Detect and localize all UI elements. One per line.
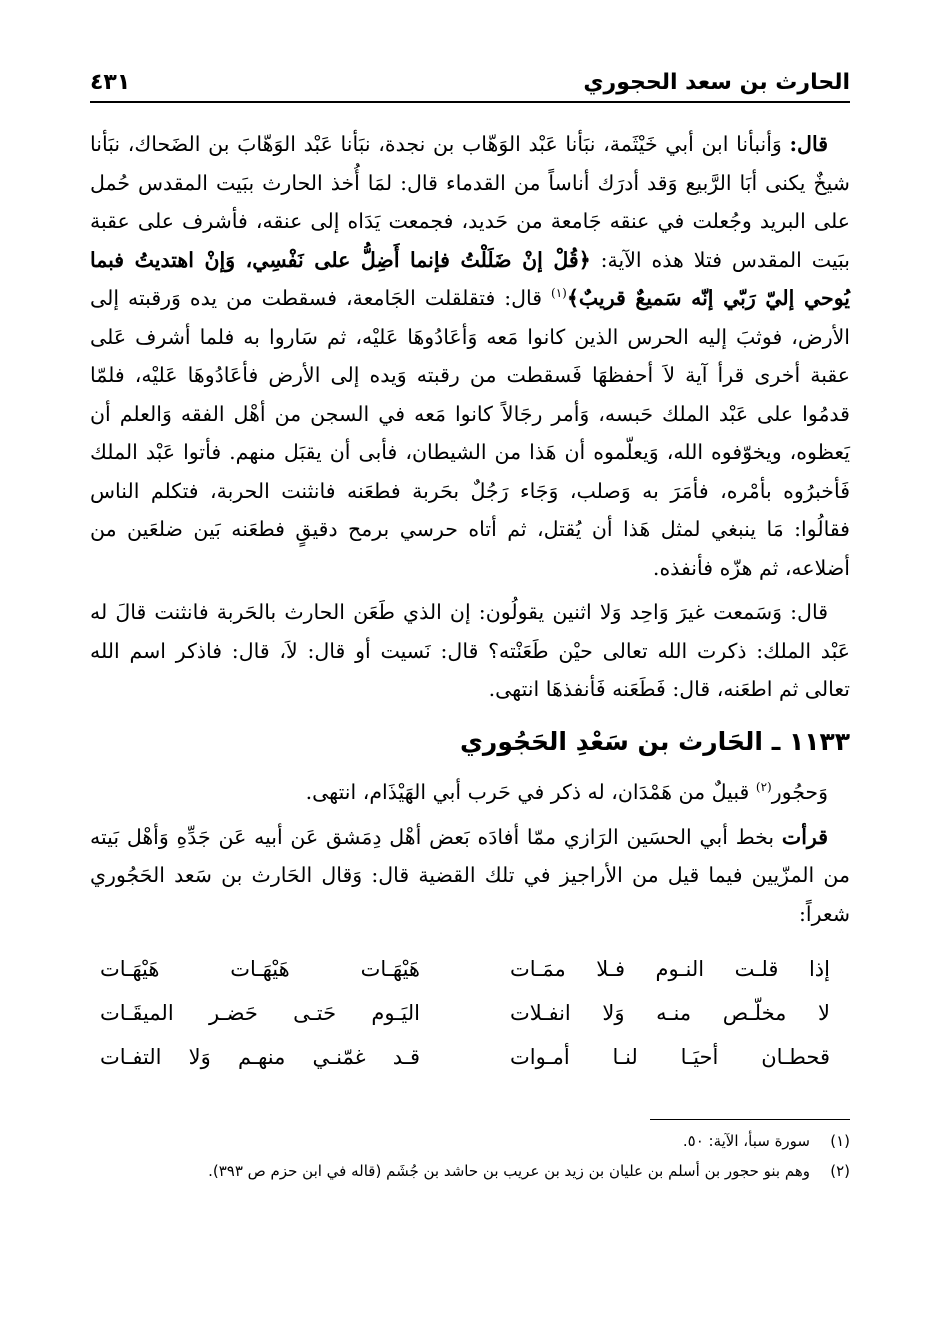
verse-first-hemistich: إذا قلـت النـوم فـلا ممَـات [510, 957, 830, 981]
verse-second-hemistich: قـد غمّنـي منهـم وَلا التفـات [100, 1045, 420, 1069]
running-title: الحارث بن سعد الحجوري [583, 70, 850, 95]
footnote-text: وهم بنو حجور بن أسلم بن عليان بن زيد بن عريب بن حاشد بن جُشَم (قاله في ابن حزم ص ٣٩٣). [208, 1162, 810, 1180]
verse-first-hemistich: قحطـان أحيَـا لنـا أمـوات [510, 1045, 830, 1069]
quran-quote: ﴿قُلْ إنْ ضَلَلْتُ فإنما أَضِلُّ على نَفْسِي، وَإنْ اهتديتُ فبما يُوحي إليّ رَبّي إنّه سَميعٌ قريبٌ﴾ [90, 247, 850, 310]
entry-paragraph [90, 818, 850, 934]
verse-row [90, 1035, 850, 1079]
page-number: ٤٣١ [90, 70, 131, 95]
paragraph-lead: قال: [789, 132, 828, 156]
footnote-ref-1: (١) [551, 286, 567, 301]
entry-text: وَحجُور [771, 780, 828, 804]
verse-second-hemistich: هَيْهَـات هَيْهَـات هَيْهَـات [100, 957, 420, 981]
verse-row [90, 991, 850, 1035]
footnote [90, 1126, 850, 1156]
footnote-ref-2: (٢) [755, 780, 772, 795]
footnote [90, 1156, 850, 1186]
footnote-number: (١) [830, 1132, 850, 1150]
entry-title: ١١٣٣ ـ الحَارث بن سَعْدِ الحَجُوري [460, 726, 850, 756]
verse-first-hemistich: لا مخلّـص منـه وَلا انفـلات [510, 1001, 830, 1025]
page-header [90, 70, 850, 103]
entry-text: قبيلٌ من هَمْدَان، له ذكر في حَرب أبي الهَيْذَام، انتهى. [305, 780, 756, 804]
paragraph-lead: قرأت [781, 824, 828, 849]
paragraph-text: وَأنبأنا ابن أبي خَيْثَمة، نبَأنا عَبْد الوَهّاب بن نجدة، نبَأنا عَبْد الوَهّابَ بن الضَحاك، نبَأنا شيخٌ يكنى أبَا الرَّبيع وَقد أدرَك أناساً من القدماء قال: لمَا أُخذ الحارث ببَيت المقدس حُمل على البريد وجُعلت في عنقه جَامعة من حَديد، فجمعت يَدَاه إلى عنقه، فأشرف على عقبة ببَيت المقدس فتلا هذه الآية: [90, 132, 850, 272]
main-text [90, 125, 850, 933]
footnote-divider [650, 1119, 850, 1120]
paragraph-2 [90, 593, 850, 709]
footnote-number: (٢) [830, 1162, 850, 1180]
book-page [90, 70, 850, 1186]
paragraph-text: بخط أبي الحسَين الرَازي ممّا أفادَه بَعض أهْل دِمَشق عَن أبيه عَن جَدِّهِ وَأهْل بَيته من المزّيين فيما قيل من الأراجيز في تلك القضية قال: وَقال الحَارث بن سَعد الحَجُوري شعراً: [90, 824, 850, 926]
footnotes [90, 1126, 850, 1186]
footnote-text: سورة سبأ، الآية: ٥٠. [682, 1132, 810, 1150]
entry-line-1 [90, 773, 850, 812]
poem [90, 947, 850, 1079]
paragraph-tail: قال: فتقلقلت الجَامعة، فسقطت من يده وَرقبته إلى الأرض، فوثبَ إليه الحرس الذين كانوا مَعه وَأعَادُوهَا عَليْه، ثم سَاروا به فلما أشرف عَلى عقبة أخرى قرأ آية لاَ أحفظهَا فَسقطت من رقبته وَيده إلى الأرض فأعَادُوهَا عَليْه، فلمّا قدمُوا على عَبْد الملك حَبسه، وَأمر رجَالاً كانوا مَعه في السجن من أهْل الفقه وَالعلم أن يَعظوه، ويخوّفوه الله، وَيعلّموه أن هَذا من الشيطان، فأبى أن يقبَل منهم. فأتوا عَبْد الملك فَأخبرُوه بأمْره، فأمَرَ به وَصلب، وَجَاء رَجُلٌ بحَربة فطعَنه فانثنت الحربة، فتكلم الناس فقالُوا: مَا ينبغي لمثل هَذا أن يُقتل، ثم أتاه حرسي برمح دقيقٍ فطعَنه بَين ضلعَين من أضلاعه، ثم هزّه فأنفذه. [90, 286, 850, 580]
verse-row [90, 947, 850, 991]
paragraph-text: قال: وَسَمعت غيرَ وَاحِد وَلا اثنين يقولُون: إن الذي طَعَن الحارث بالحَربة فانثنت قالَ له عَبْد الملك: ذكرت الله تعالى حيْن طَعَنْته؟ قال: نَسيت أو قال: لاَ، قال: فاذكر اسم الله تعالى ثم اطعَنه، قال: فَطَعَنه فَأنفذهَا انتهى. [90, 600, 850, 701]
verse-second-hemistich: اليَـوم حَتـى حَضـر الميقَـات [100, 1001, 420, 1025]
paragraph-1 [90, 125, 850, 587]
